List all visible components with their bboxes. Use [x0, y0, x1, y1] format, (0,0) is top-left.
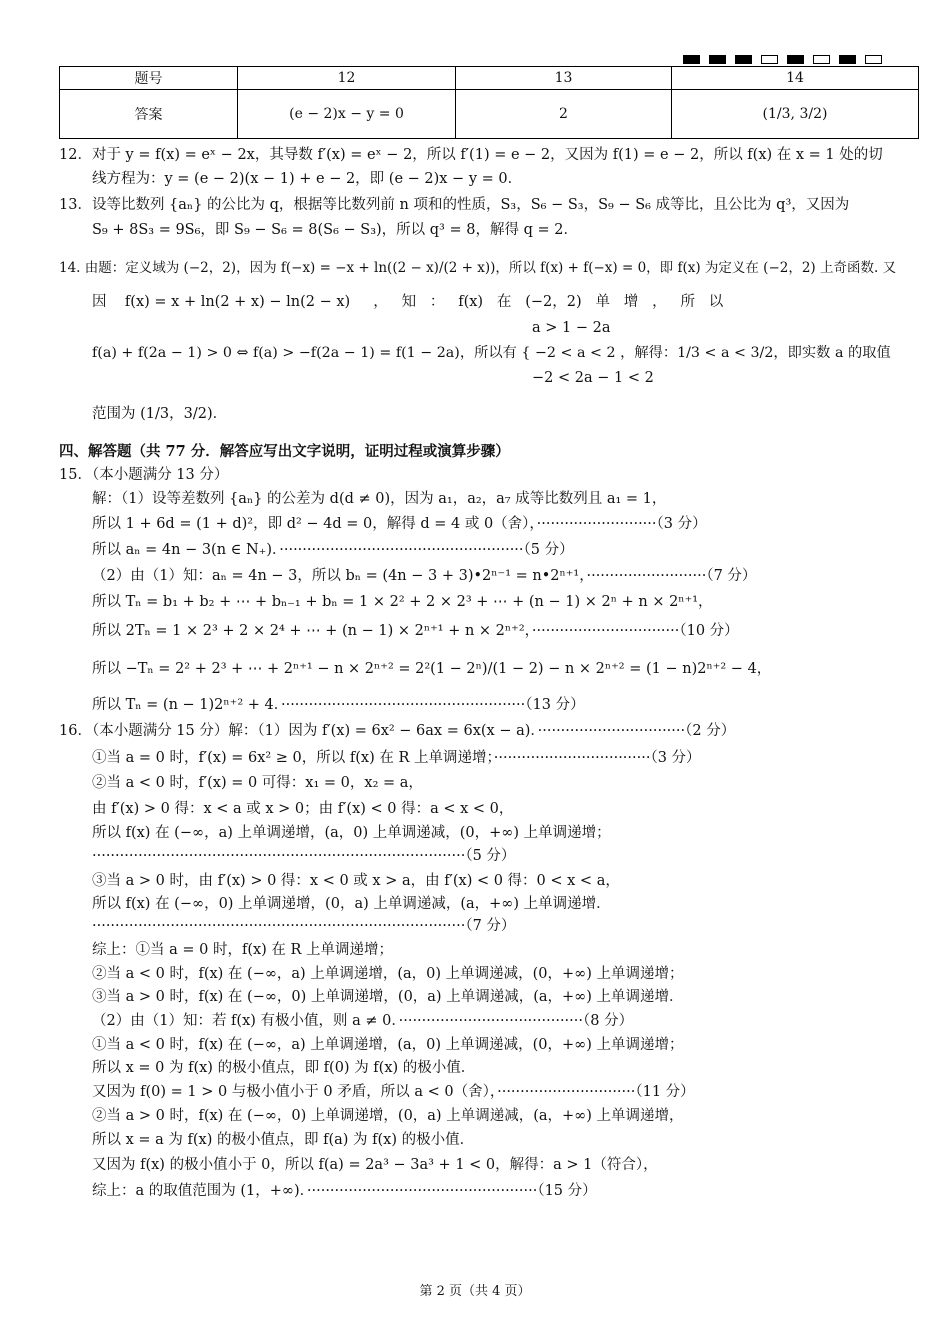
- text-line: 解：（1）设等差数列 {aₙ} 的公差为 d(d ≠ 0)，因为 a₁，a₂，a₇ 成等比数列且 a₁ = 1，: [92, 491, 667, 507]
- text-line: 所以 Tₙ = b₁ + b₂ + ⋯ + bₙ₋₁ + bₙ = 1 × 2² + 2 × 2³ + ⋯ + (n − 1) × 2ⁿ + n × 2ⁿ⁺¹，: [92, 594, 713, 610]
- text-line: 16．（本小题满分 15 分）解：（1）因为 f′(x) = 6x² − 6ax = 6x(x − a)．································（2 分）: [59, 723, 736, 739]
- text-line: ·················································································（5 分）: [92, 848, 516, 864]
- header-cell: 14: [672, 67, 919, 90]
- mark-filled: [683, 55, 700, 64]
- text-line: ①当 a = 0 时，f′(x) = 6x² ≥ 0，所以 f(x) 在 R 上单调递增；··································（3 分）: [92, 750, 701, 766]
- header-cell: 12: [238, 67, 456, 90]
- text-line: 又因为 f(x) 的极小值小于 0，所以 f(a) = 2a³ − 3a³ + 1 < 0，解得：a > 1（符合），: [92, 1157, 658, 1173]
- text-line: ·················································································（7 分）: [92, 918, 516, 934]
- text-line: 所以 f(x) 在 (−∞，0) 上单调递增，(0，a) 上单调递减，(a，+∞) 上单调递增．: [92, 896, 611, 912]
- text-line: 所以 Tₙ = (n − 1)2ⁿ⁺² + 4．·····················································（13 分）: [92, 697, 585, 713]
- header-cell: 13: [456, 67, 672, 90]
- text-line: 所以 1 + 6d = (1 + d)²，即 d² − 4d = 0，解得 d = 4 或 0（舍），··························（3 分）: [92, 516, 707, 532]
- problem-heading: 15．（本小题满分 13 分）: [59, 467, 229, 483]
- answer-cell: 答案: [60, 90, 238, 139]
- text-line: 所以 −Tₙ = 2² + 2³ + ⋯ + 2ⁿ⁺¹ − n × 2ⁿ⁺² = 2²(1 − 2ⁿ)/(1 − 2) − n × 2ⁿ⁺² = (1 − n)2ⁿ⁺² − 4，: [92, 661, 772, 677]
- text-line: 又因为 f(0) = 1 > 0 与极小值小于 0 矛盾，所以 a < 0（舍），······························（11 分）: [92, 1084, 695, 1100]
- system-line: a > 1 − 2a: [532, 320, 611, 336]
- text-line: ②当 a < 0 时，f(x) 在 (−∞，a) 上单调递增，(a，0) 上单调递减，(0，+∞) 上单调递增；: [92, 966, 684, 982]
- text-line: 所以 f(x) 在 (−∞，a) 上单调递增，(a，0) 上单调递减，(0，+∞) 上单调递增；: [92, 825, 611, 841]
- mark-filled: [839, 55, 856, 64]
- text-line: ②当 a < 0 时，f′(x) = 0 可得：x₁ = 0，x₂ = a，: [92, 775, 423, 791]
- text-line: （2）由（1）知：若 f(x) 有极小值，则 a ≠ 0．········································（8 分）: [92, 1013, 634, 1029]
- answer-table-row: [60, 90, 919, 139]
- text-line: （2）由（1）知：aₙ = 4n − 3，所以 bₙ = (4n − 3 + 3)•2ⁿ⁻¹ = n•2ⁿ⁺¹，··························（7 分）: [92, 568, 757, 584]
- mark-filled: [787, 55, 804, 64]
- text-line: ③当 a > 0 时，由 f′(x) > 0 得：x < 0 或 x > a，由 f′(x) < 0 得：0 < x < a，: [92, 873, 620, 889]
- text-line: 线方程为：y = (e − 2)(x − 1) + e − 2，即 (e − 2)x − y = 0．: [92, 171, 523, 187]
- text-line: ①当 a < 0 时，f(x) 在 (−∞，a) 上单调递增，(a，0) 上单调递减，(0，+∞) 上单调递增；: [92, 1037, 684, 1053]
- text-line: 由 f′(x) > 0 得：x < a 或 x > 0；由 f′(x) < 0 得：a < x < 0，: [92, 801, 514, 817]
- mark-empty: [813, 55, 830, 64]
- text-line: 综上：①当 a = 0 时，f(x) 在 R 上单调递增；: [92, 942, 394, 958]
- text-line: 所以 aₙ = 4n − 3(n ∈ N₊)．·····················································（5 分）: [92, 542, 574, 558]
- answer-table: [59, 66, 919, 139]
- text-line: 范围为 (1/3，3/2)．: [92, 406, 228, 422]
- text-line: 13．设等比数列 {aₙ} 的公比为 q，根据等比数列前 n 项和的性质，S₃，S₆ − S₃，S₉ − S₆ 成等比，且公比为 q³，又因为: [59, 197, 850, 213]
- system-line: −2 < 2a − 1 < 2: [532, 370, 654, 386]
- mark-filled: [735, 55, 752, 64]
- text-line: S₉ + 8S₃ = 9S₆，即 S₉ − S₆ = 8(S₆ − S₃)，所以 q³ = 8，解得 q = 2．: [92, 222, 578, 238]
- mark-empty: [865, 55, 882, 64]
- page-footer: 第 2 页（共 4 页）: [419, 1284, 531, 1299]
- text-line: 14. 由题：定义域为 (−2，2)，因为 f(−x) = −x + ln((2 − x)/(2 + x))，所以 f(x) + f(−x) = 0，即 f(x) 为定义在 (−2，2) 上奇函数. 又: [59, 260, 897, 276]
- mark-empty: [761, 55, 778, 64]
- answer-table-header: [60, 67, 919, 90]
- corner-marks: [683, 55, 882, 64]
- text-line: 12．对于 y = f(x) = eˣ − 2x，其导数 f′(x) = eˣ − 2，所以 f′(1) = e − 2，又因为 f(1) = e − 2，所以 f(x) 在 x = 1 处的切: [59, 147, 883, 163]
- answer-cell: (e − 2)x − y = 0: [238, 90, 456, 139]
- text-line: 综上：a 的取值范围为 (1，+∞)．··················································（15 分）: [92, 1183, 597, 1199]
- text-line: 所以 x = a 为 f(x) 的极小值点，即 f(a) 为 f(x) 的极小值．: [92, 1132, 475, 1148]
- text-line: 所以 2Tₙ = 1 × 2³ + 2 × 2⁴ + ⋯ + (n − 1) × 2ⁿ⁺¹ + n × 2ⁿ⁺²，································（10 分）: [92, 623, 739, 639]
- header-cell: 题号: [60, 67, 238, 90]
- text-line: f(a) + f(2a − 1) > 0 ⇔ f(a) > −f(2a − 1) = f(1 − 2a)，所以有 { −2 < a < 2 ，解得：1/3 < a < 3/2，即实数 a 的取值: [92, 345, 891, 361]
- answer-cell: (1/3, 3/2): [672, 90, 919, 139]
- text-line: 因 f(x) = x + ln(2 + x) − ln(2 − x) ， 知 ： f(x) 在 (−2，2) 单 增 ， 所 以: [92, 294, 724, 310]
- answer-cell: 2: [456, 90, 672, 139]
- text-line: 所以 x = 0 为 f(x) 的极小值点，即 f(0) 为 f(x) 的极小值．: [92, 1060, 476, 1076]
- text-line: ③当 a > 0 时，f(x) 在 (−∞，0) 上单调递增，(0，a) 上单调递减，(a，+∞) 上单调递增．: [92, 989, 684, 1005]
- text-line: ②当 a > 0 时，f(x) 在 (−∞，0) 上单调递增，(0，a) 上单调递减，(a，+∞) 上单调递增，: [92, 1108, 684, 1124]
- mark-filled: [709, 55, 726, 64]
- section-heading: 四、解答题（共 77 分．解答应写出文字说明，证明过程或演算步骤）: [59, 443, 510, 460]
